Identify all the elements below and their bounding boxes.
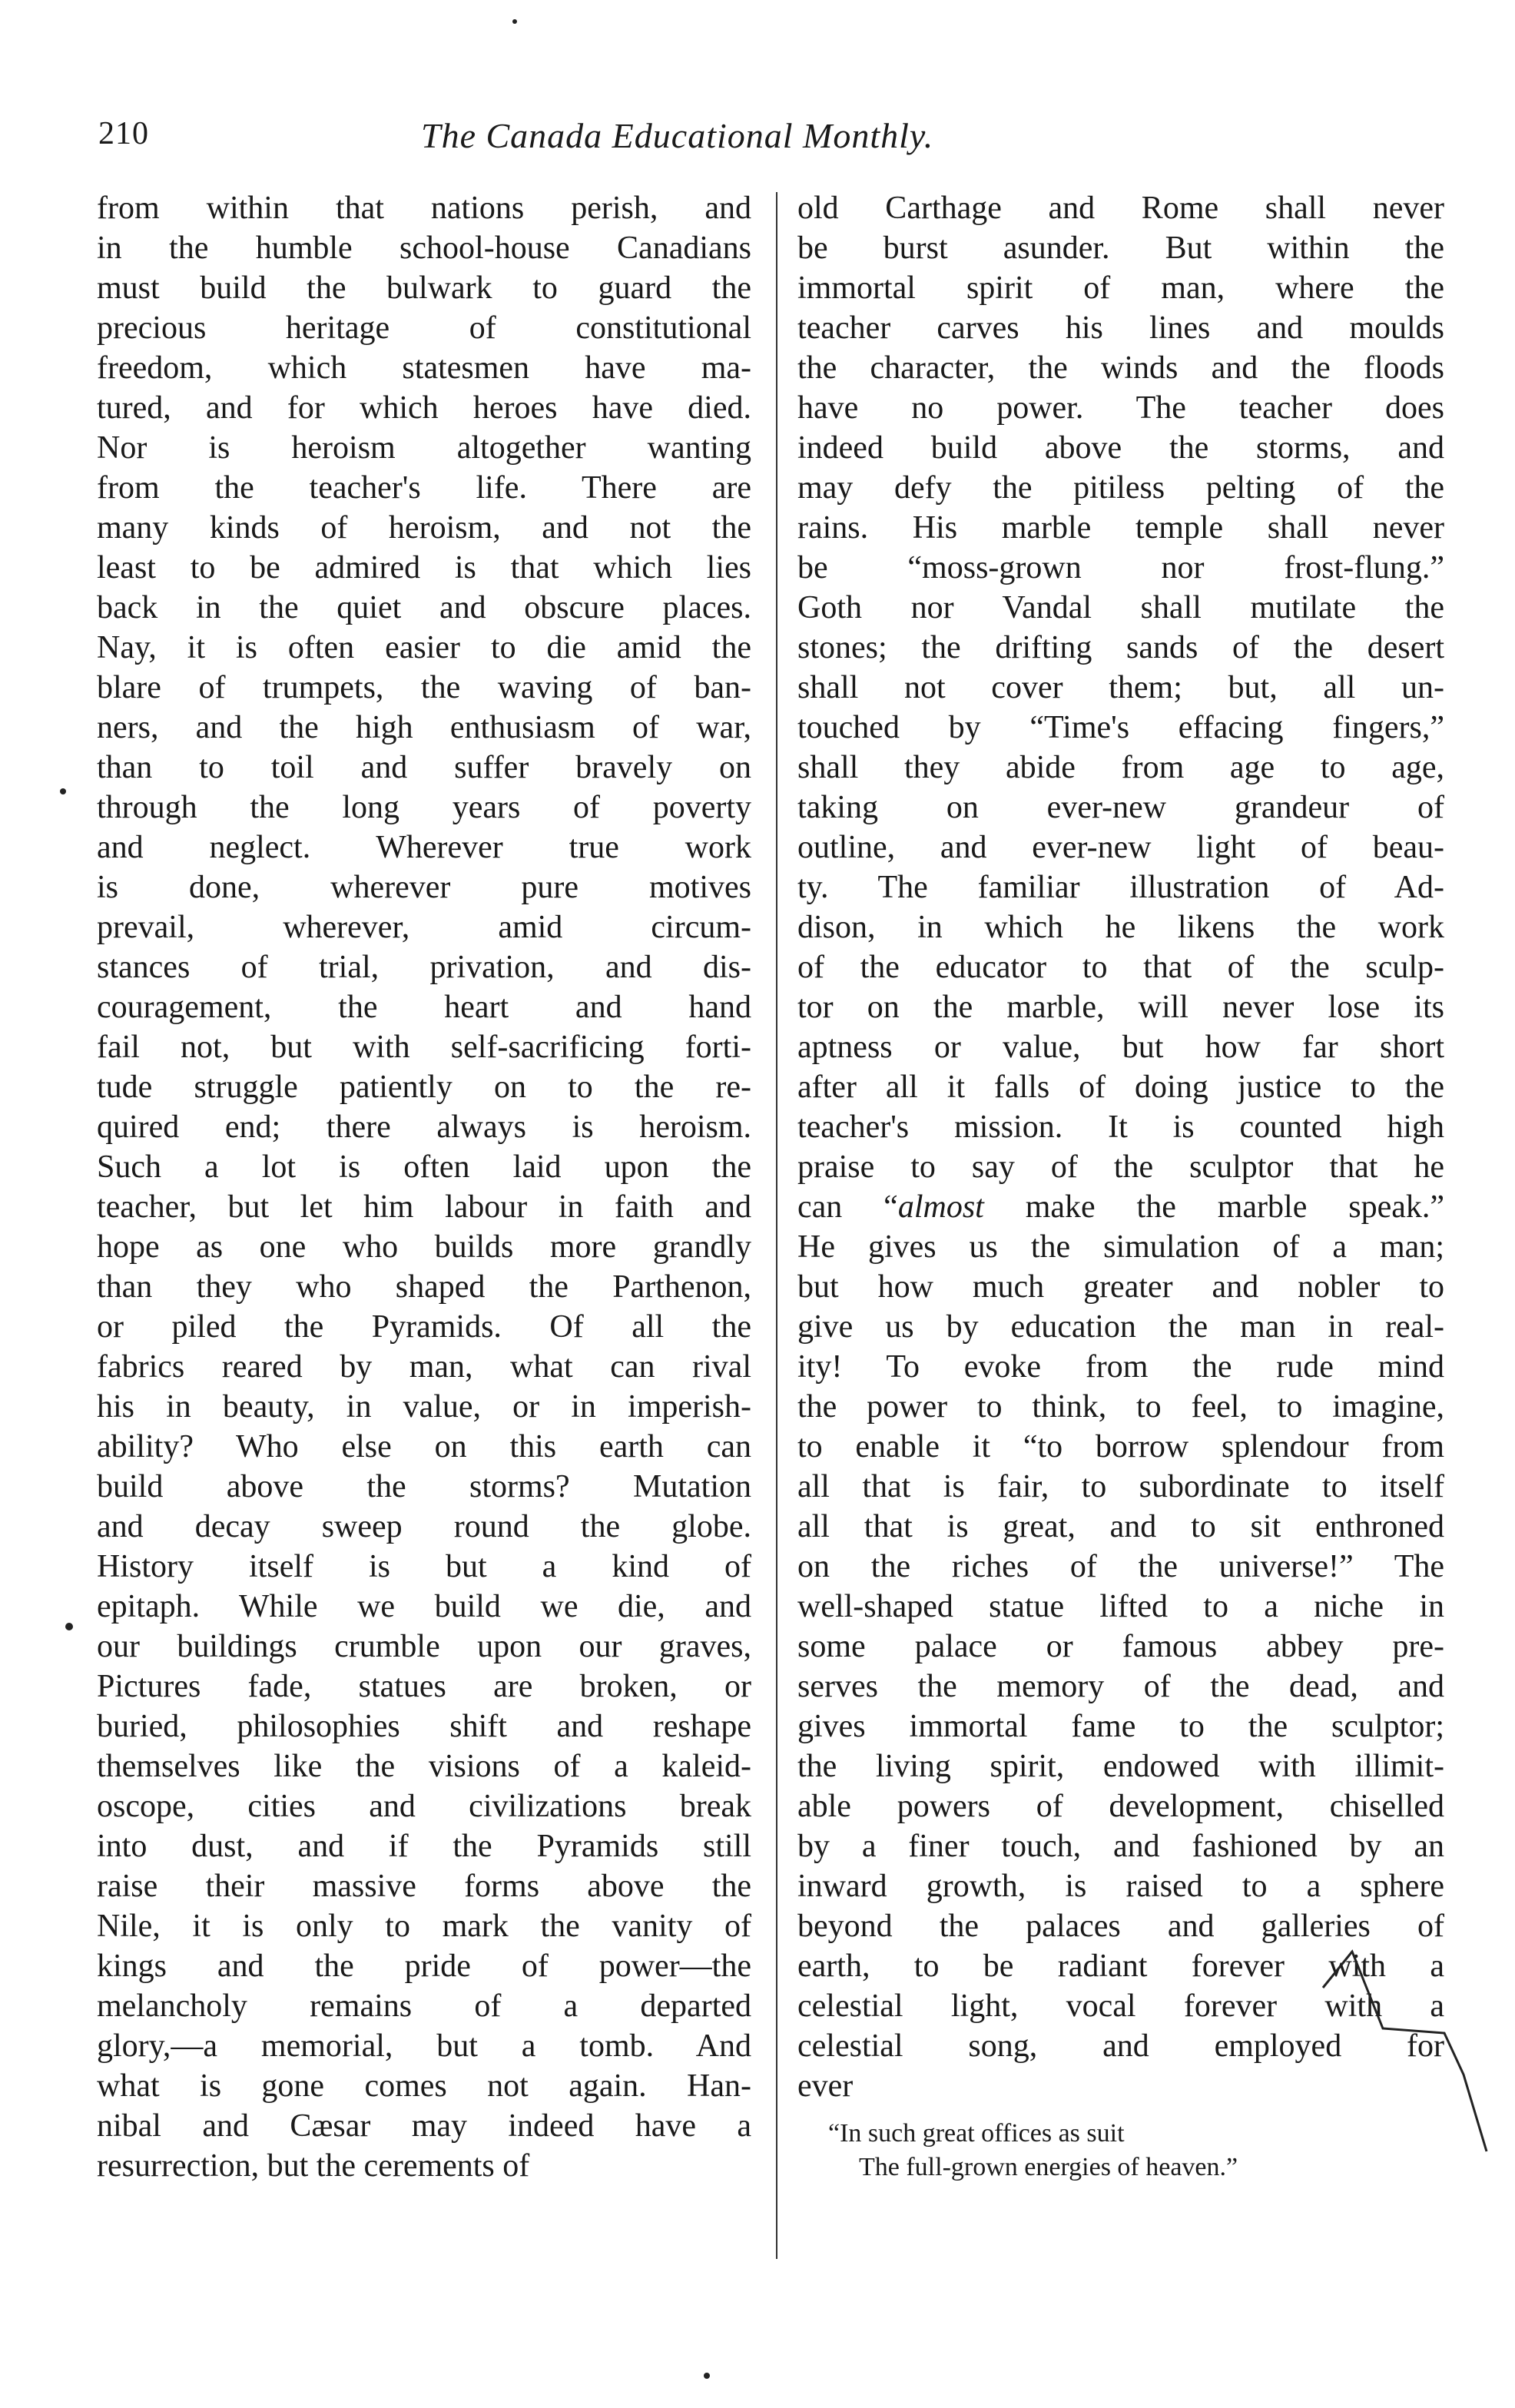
text-line: but how much greater and nobler to	[797, 1269, 1444, 1305]
text-line: themselves like the visions of a kaleid-	[97, 1749, 751, 1784]
text-line: have no power. The teacher does	[797, 390, 1444, 426]
ink-speck	[60, 788, 66, 794]
text-line: all that is great, and to sit enthroned	[797, 1509, 1444, 1544]
text-line: ability? Who else on this earth can	[97, 1429, 751, 1464]
text-line: raise their massive forms above the	[97, 1869, 751, 1904]
text-line: precious heritage of constitutional	[97, 310, 751, 346]
running-head: The Canada Educational Monthly.	[421, 116, 934, 155]
text-line: can “almost make the marble speak.”	[797, 1189, 1444, 1225]
text-line: fabrics reared by man, what can rival	[97, 1349, 751, 1385]
column-divider	[776, 192, 777, 2259]
text-line: all that is fair, to subordinate to itself	[797, 1469, 1444, 1504]
text-line: give us by education the man in real-	[797, 1309, 1444, 1345]
text-line: fail not, but with self-sacrificing forti-	[97, 1030, 751, 1065]
text-line: beyond the palaces and galleries of	[797, 1909, 1444, 1944]
text-line: Nile, it is only to mark the vanity of	[97, 1909, 751, 1944]
text-line: tude struggle patiently on to the re-	[97, 1070, 751, 1105]
page-number: 210	[98, 116, 149, 151]
text-line: many kinds of heroism, and not the	[97, 510, 751, 546]
text-line: from the teacher's life. There are	[97, 470, 751, 506]
text-line: and decay sweep round the globe.	[97, 1509, 751, 1544]
text-line: to enable it “to borrow splendour from	[797, 1429, 1444, 1464]
text-line: teacher, but let him labour in faith and	[97, 1189, 751, 1225]
text-line: able powers of development, chiselled	[797, 1789, 1444, 1824]
text-line: must build the bulwark to guard the	[97, 270, 751, 306]
text-line: blare of trumpets, the waving of ban-	[97, 670, 751, 705]
text-line: serves the memory of the dead, and	[797, 1669, 1444, 1704]
text-line: outline, and ever-new light of beau-	[797, 830, 1444, 865]
text-line: by a finer touch, and fashioned by an	[797, 1829, 1444, 1864]
text-line: freedom, which statesmen have ma-	[97, 350, 751, 386]
left-column	[97, 188, 751, 2186]
text-line: prevail, wherever, amid circum-	[97, 910, 751, 945]
text-line: is done, wherever pure motives	[97, 870, 751, 905]
text-line: Nay, it is often easier to die amid the	[97, 630, 751, 665]
text-line: or piled the Pyramids. Of all the	[97, 1309, 751, 1345]
text-line: He gives us the simulation of a man;	[797, 1229, 1444, 1265]
text-line: ever	[797, 2068, 854, 2104]
text-line: hope as one who builds more grandly	[97, 1229, 751, 1265]
ink-speck	[65, 1623, 73, 1630]
text-line: the living spirit, endowed with illimit-	[797, 1749, 1444, 1784]
text-line: shall they abide from age to age,	[797, 750, 1444, 785]
text-line: build above the storms? Mutation	[97, 1469, 751, 1504]
text-line: back in the quiet and obscure places.	[97, 590, 751, 625]
text-line: ty. The familiar illustration of Ad-	[797, 870, 1444, 905]
text-line: epitaph. While we build we die, and	[97, 1589, 751, 1624]
text-line: ity! To evoke from the rude mind	[797, 1349, 1444, 1385]
text-line: oscope, cities and civilizations break	[97, 1789, 751, 1824]
text-line: resurrection, but the cerements of	[97, 2148, 530, 2184]
text-line: Nor is heroism altogether wanting	[97, 430, 751, 466]
page-header	[98, 115, 1474, 177]
text-line: celestial song, and employed for	[797, 2028, 1444, 2064]
text-line: least to be admired is that which lies	[97, 550, 751, 585]
text-line: old Carthage and Rome shall never	[797, 191, 1444, 226]
text-line: rains. His marble temple shall never	[797, 510, 1444, 546]
text-line: praise to say of the sculptor that he	[797, 1149, 1444, 1185]
text-line: teacher's mission. It is counted high	[797, 1109, 1444, 1145]
text-line: stances of trial, privation, and dis-	[97, 950, 751, 985]
text-line: inward growth, is raised to a sphere	[797, 1869, 1444, 1904]
verse-quote	[797, 2117, 1444, 2184]
text-line: through the long years of poverty	[97, 790, 751, 825]
text-line: Pictures fade, statues are broken, or	[97, 1669, 751, 1704]
text-line: our buildings crumble upon our graves,	[97, 1629, 751, 1664]
text-line: celestial light, vocal forever with a	[797, 1988, 1444, 2024]
text-line: be “moss-grown nor frost-flung.”	[797, 550, 1444, 585]
text-line: and neglect. Wherever true work	[97, 830, 751, 865]
text-line: nibal and Cæsar may indeed have a	[97, 2108, 751, 2144]
text-line: be burst asunder. But within the	[797, 231, 1444, 266]
text-line: from within that nations perish, and	[97, 191, 751, 226]
text-line: dison, in which he likens the work	[797, 910, 1444, 945]
text-line: earth, to be radiant forever with a	[797, 1949, 1444, 1984]
text-line: into dust, and if the Pyramids still	[97, 1829, 751, 1864]
text-line: ners, and the high enthusiasm of war,	[97, 710, 751, 745]
text-line: in the humble school-house Canadians	[97, 231, 751, 266]
text-line: after all it falls of doing justice to the	[797, 1070, 1444, 1105]
text-line: glory,—a memorial, but a tomb. And	[97, 2028, 751, 2064]
ink-speck	[704, 2373, 710, 2379]
text-line: stones; the drifting sands of the desert	[797, 630, 1444, 665]
verse-line: The full-grown energies of heaven.”	[859, 2153, 1238, 2181]
text-line: melancholy remains of a departed	[97, 1988, 751, 2024]
text-line: what is gone comes not again. Han-	[97, 2068, 751, 2104]
text-line: Goth nor Vandal shall mutilate the	[797, 590, 1444, 625]
text-line: couragement, the heart and hand	[97, 990, 751, 1025]
text-line: may defy the pitiless pelting of the	[797, 470, 1444, 506]
text-line: tor on the marble, will never lose its	[797, 990, 1444, 1025]
text-line: kings and the pride of power—the	[97, 1949, 751, 1984]
text-line: shall not cover them; but, all un-	[797, 670, 1444, 705]
text-line: taking on ever-new grandeur of	[797, 790, 1444, 825]
text-line: quired end; there always is heroism.	[97, 1109, 751, 1145]
right-column	[797, 188, 1444, 2184]
text-line: of the educator to that of the sculp-	[797, 950, 1444, 985]
text-line: gives immortal fame to the sculptor;	[797, 1709, 1444, 1744]
text-line: the power to think, to feel, to imagine,	[797, 1389, 1444, 1425]
text-line: teacher carves his lines and moulds	[797, 310, 1444, 346]
text-line: the character, the winds and the floods	[797, 350, 1444, 386]
emphasis: almost	[897, 1189, 984, 1225]
ink-speck	[512, 19, 517, 24]
text-line: touched by “Time's effacing fingers,”	[797, 710, 1444, 745]
text-line: indeed build above the storms, and	[797, 430, 1444, 466]
text-line: his in beauty, in value, or in imperish-	[97, 1389, 751, 1425]
text-line: well-shaped statue lifted to a niche in	[797, 1589, 1444, 1624]
text-line: buried, philosophies shift and reshape	[97, 1709, 751, 1744]
text-line: than to toil and suffer bravely on	[97, 750, 751, 785]
text-line: Such a lot is often laid upon the	[97, 1149, 751, 1185]
text-line: History itself is but a kind of	[97, 1549, 751, 1584]
text-line: immortal spirit of man, where the	[797, 270, 1444, 306]
verse-line: “In such great offices as suit	[828, 2119, 1125, 2148]
text-line: aptness or value, but how far short	[797, 1030, 1444, 1065]
text-line: on the riches of the universe!” The	[797, 1549, 1444, 1584]
text-line: some palace or famous abbey pre-	[797, 1629, 1444, 1664]
text-line: tured, and for which heroes have died.	[97, 390, 751, 426]
text-line: than they who shaped the Parthenon,	[97, 1269, 751, 1305]
